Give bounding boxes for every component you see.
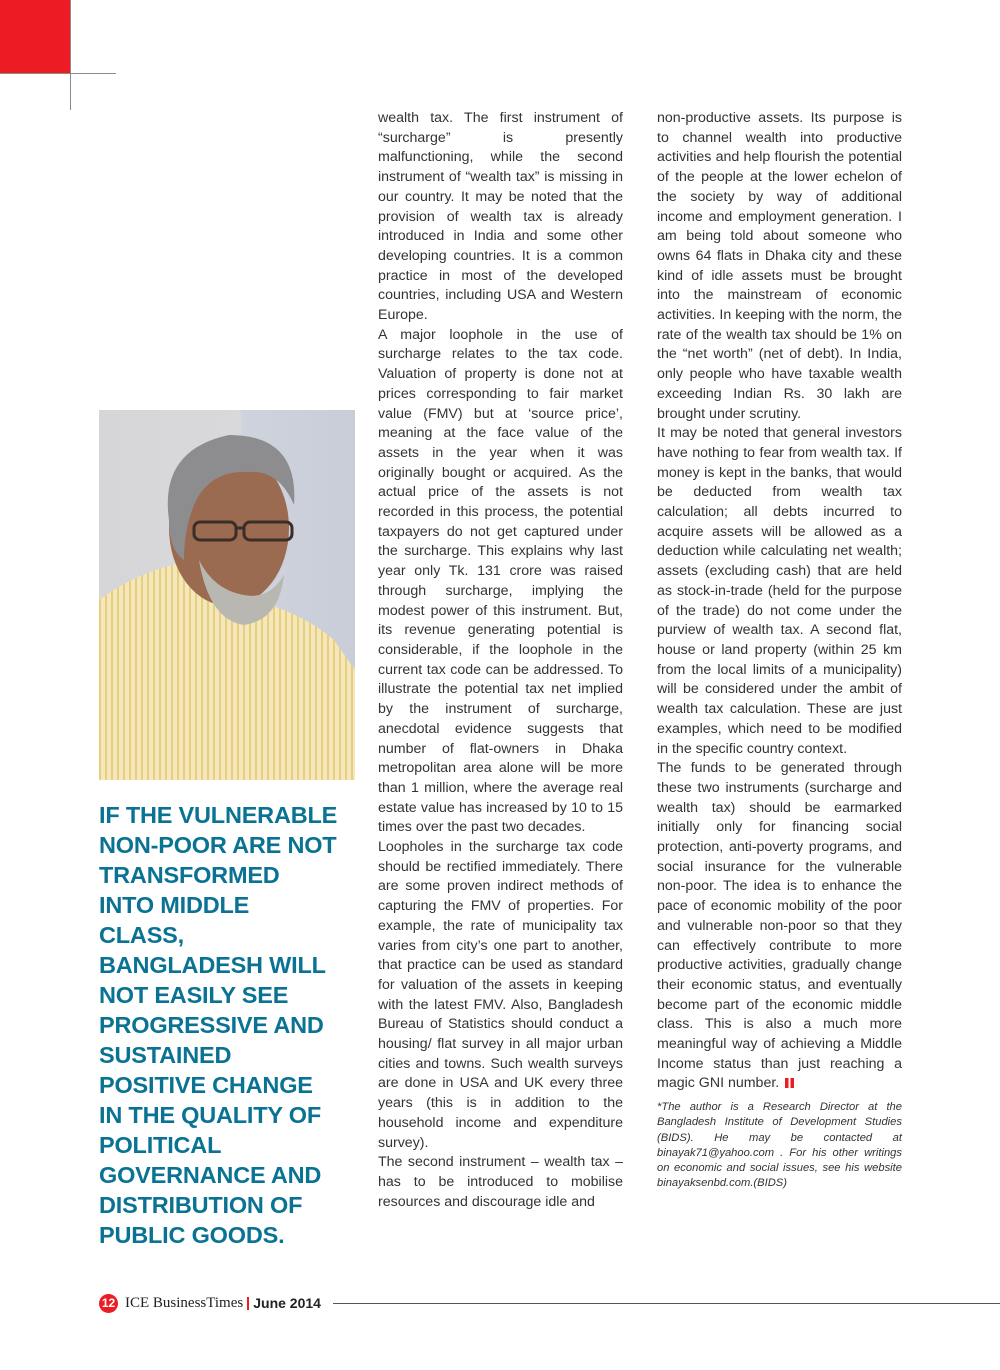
crop-mark-horizontal <box>0 73 116 74</box>
article-paragraph: A major loophole in the use of surcharge relates to the tax code. Valuation of property is done not at prices corresponding to fair market value (FMV) but at ‘source price’, meaning at the face value of the assets in the year when it was originally bought or acquired. As the actual price of the assets is not recorded in this process, the potential taxpayers do not get captured under the surcharge. This explains why last year only Tk. 131 crore was raised through surcharge, implying the modest power of this instrument. But, its revenue generating potential is considerable, if the loophole in the current tax code can be addressed. To illustrate the potential tax net implied by the instrument of surcharge, anecdotal evidence suggests that number of flat-owners in Dhaka metropolitan area alone will be more than 1 million, where the average real estate value has increased by 10 to 15 times over the past two decades. <box>378 326 623 836</box>
article-paragraph: The second instrument – wealth tax –has to be introduced to mobilise resources and discourage idle and <box>378 1154 623 1210</box>
pull-quote-line: CLASS, <box>99 922 184 948</box>
article-paragraph: It may be noted that general investors have nothing to fear from wealth tax. If money is kept in the banks, that would be deducted from wealth tax calculation; all debts incurred to acquire assets will be allowed as a deduction while calculating net wealth; assets (excluding cash) that are held as stock-in-trade (held for the purpose of the trade) do not come under the purview of wealth tax. A second flat, house or land property (within 25 km from the local limits of a municipality) will be considered under the ambit of wealth tax calculation. These are just examples, which need to be modified in the specific country context. <box>657 425 902 757</box>
article-paragraph: non-productive assets. Its purpose is to channel wealth into productive activities and help flourish the potential of the people at the lower echelon of the society by way of additional income and employment generation. I am being told about someone who owns 64 flats in Dhaka city and these kind of idle assets must be brought into the mainstream of economic activities. In keeping with the norm, the rate of the wealth tax should be 1% on the “net worth” (net of debt). In India, only people who have taxable wealth exceeding Indian Rs. 30 lakh are brought under scrutiny. <box>657 110 902 422</box>
author-photo <box>99 410 355 780</box>
end-of-article-icon <box>785 1078 794 1088</box>
corner-color-block <box>0 0 71 74</box>
pull-quote <box>99 800 359 1250</box>
footer-rule <box>333 1303 1000 1304</box>
pull-quote-line: NOT EASILY SEE <box>99 982 289 1008</box>
footer-separator <box>247 1297 249 1310</box>
article-column-2 <box>657 109 902 1191</box>
portrait-illustration <box>99 410 355 780</box>
pull-quote-line: SUSTAINED <box>99 1042 232 1068</box>
page-footer <box>99 1293 1000 1313</box>
pull-quote-line: PROGRESSIVE AND <box>99 1012 324 1038</box>
pull-quote-line: INTO MIDDLE <box>99 892 250 918</box>
pull-quote-line: POSITIVE CHANGE <box>99 1072 313 1098</box>
pull-quote-line: IN THE QUALITY OF <box>99 1102 322 1128</box>
pull-quote-line: BANGLADESH WILL <box>99 952 326 978</box>
article-column-1 <box>378 109 623 1212</box>
author-footnote: *The author is a Research Director at the Bangladesh Institute of Development Studies (BIDS). He may be contacted at binayak71@yahoo.com . For his other writings on economic and social issues, see his website binayaksenbd.com.(BIDS) <box>657 1101 902 1190</box>
pull-quote-line: NON-POOR ARE NOT <box>99 832 337 858</box>
article-paragraph: Loopholes in the surcharge tax code should be rectified immediately. There are some proven indirect methods of capturing the FMV of properties. For example, the rate of municipality tax varies from city’s one part to another, that practice can be used as standard for valuation of the assets in keeping with the latest FMV. Also, Bangladesh Bureau of Statistics should conduct a housing/ flat survey in all major urban cities and towns. Such wealth surveys are done in USA and UK every three years (this is in addition to the household income and expenditure survey). <box>378 839 623 1151</box>
page-number-badge: 12 <box>99 1294 118 1313</box>
pull-quote-line: PUBLIC GOODS. <box>99 1222 285 1248</box>
article-paragraph: wealth tax. The first instrument of “surcharge” is presently malfunctioning, while the second instrument of “wealth tax” is missing in our country. It may be noted that the provision of wealth tax is already introduced in India and some other developing countries. It is a common practice in most of the developed countries, including USA and Western Europe. <box>378 110 623 324</box>
pull-quote-line: DISTRIBUTION OF <box>99 1192 303 1218</box>
crop-mark-vertical <box>70 0 71 110</box>
article-paragraph-text: The funds to be generated through these two instruments (surcharge and wealth tax) should be earmarked initially only for financing social protection, anti-poverty programs, and social insurance for the vulnerable non-poor. The idea is to enhance the pace of economic mobility of the poor and vulnerable non-poor so that they can effectively contribute to more productive activities, gradually change their economic status, and eventually become part of the economic middle class. This is also a much more meaningful way of achieving a Middle Income status than just reaching a magic GNI number. <box>657 760 902 1092</box>
pull-quote-line: IF THE VULNERABLE <box>99 802 338 828</box>
pull-quote-line: GOVERNANCE AND <box>99 1162 322 1188</box>
article-paragraph-final <box>657 759 902 1094</box>
publication-name: ICE BusinessTimes <box>125 1294 244 1311</box>
pull-quote-line: POLITICAL <box>99 1132 222 1158</box>
issue-date: June 2014 <box>253 1295 321 1311</box>
pull-quote-line: TRANSFORMED <box>99 862 280 888</box>
